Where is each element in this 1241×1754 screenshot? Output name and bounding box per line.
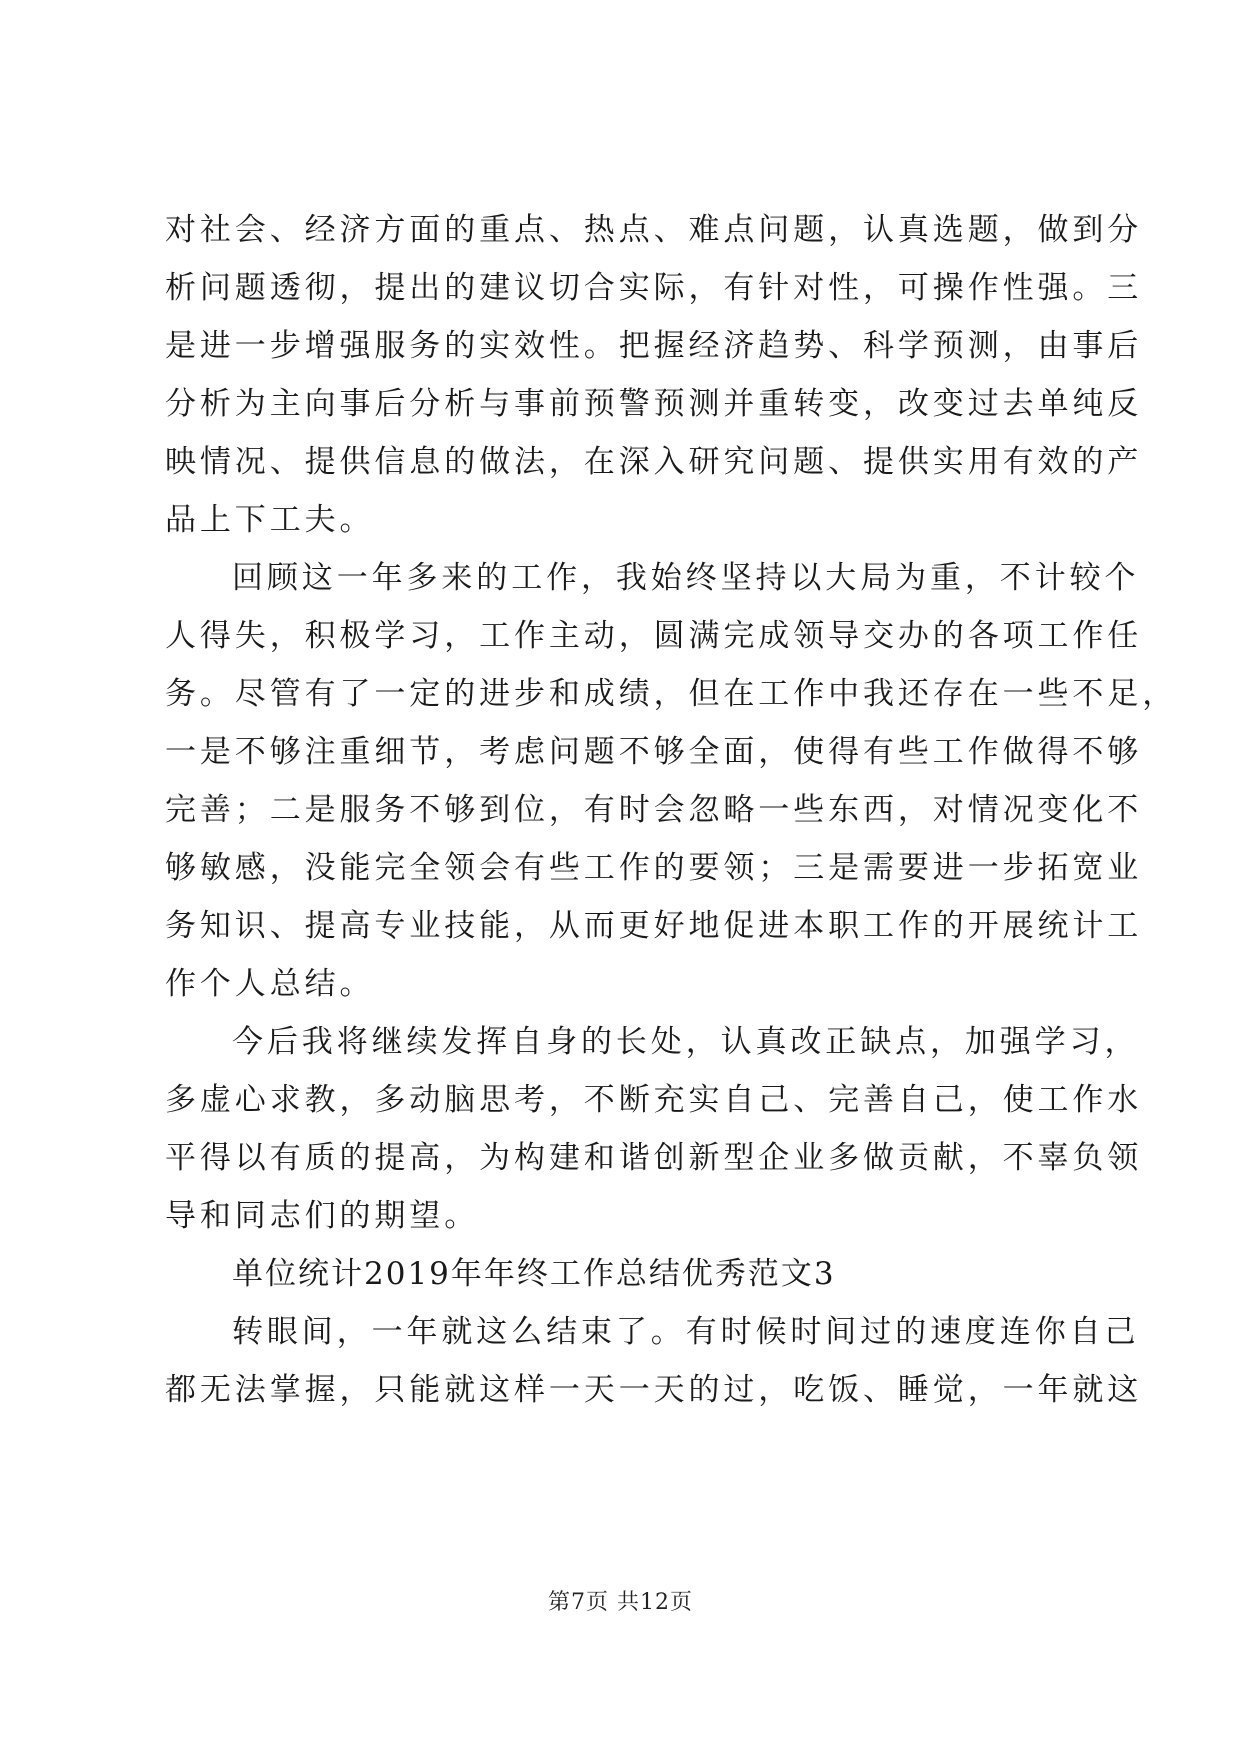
paragraph-first-line: 今后我将继续发挥自身的长处，认真改正缺点，加强学习， bbox=[232, 1024, 1140, 1060]
text-line: 对社会、经济方面的重点、热点、难点问题，认真选题，做到分 bbox=[165, 212, 1143, 248]
page-number-footer: 第7页 共12页 bbox=[548, 1590, 693, 1615]
text-line: 平得以有质的提高，为构建和谐创新型企业多做贡献，不辜负领 bbox=[165, 1140, 1143, 1176]
text-line: 够敏感，没能完全领会有些工作的要领；三是需要进一步拓宽业 bbox=[165, 850, 1143, 886]
text-line: 多虚心求教，多动脑思考，不断充实自己、完善自己，使工作水 bbox=[165, 1082, 1143, 1118]
text-line: 品上下工夫。 bbox=[165, 502, 375, 538]
text-line: 映情况、提供信息的做法，在深入研究问题、提供实用有效的产 bbox=[165, 444, 1143, 480]
text-line: 都无法掌握，只能就这样一天一天的过，吃饭、睡觉，一年就这 bbox=[165, 1372, 1143, 1408]
text-line: 分析为主向事后分析与事前预警预测并重转变，改变过去单纯反 bbox=[165, 386, 1143, 422]
text-line: 完善；二是服务不够到位，有时会忽略一些东西，对情况变化不 bbox=[165, 792, 1143, 828]
text-line: 析问题透彻，提出的建议切合实际，有针对性，可操作性强。三 bbox=[165, 270, 1143, 306]
text-line: 作个人总结。 bbox=[165, 966, 375, 1002]
text-line: 导和同志们的期望。 bbox=[165, 1198, 480, 1234]
text-line: 是进一步增强服务的实效性。把握经济趋势、科学预测，由事后 bbox=[165, 328, 1143, 364]
section-heading: 单位统计2019年年终工作总结优秀范文3 bbox=[232, 1256, 836, 1292]
text-line: 务。尽管有了一定的进步和成绩，但在工作中我还存在一些不足， bbox=[165, 676, 1178, 712]
paragraph-first-line: 转眼间，一年就这么结束了。有时候时间过的速度连你自己 bbox=[232, 1314, 1140, 1350]
text-line: 人得失，积极学习，工作主动，圆满完成领导交办的各项工作任 bbox=[165, 618, 1143, 654]
paragraph-first-line: 回顾这一年多来的工作，我始终坚持以大局为重，不计较个 bbox=[232, 560, 1140, 596]
text-line: 一是不够注重细节，考虑问题不够全面，使得有些工作做得不够 bbox=[165, 734, 1143, 770]
text-line: 务知识、提高专业技能，从而更好地促进本职工作的开展统计工 bbox=[165, 908, 1143, 944]
